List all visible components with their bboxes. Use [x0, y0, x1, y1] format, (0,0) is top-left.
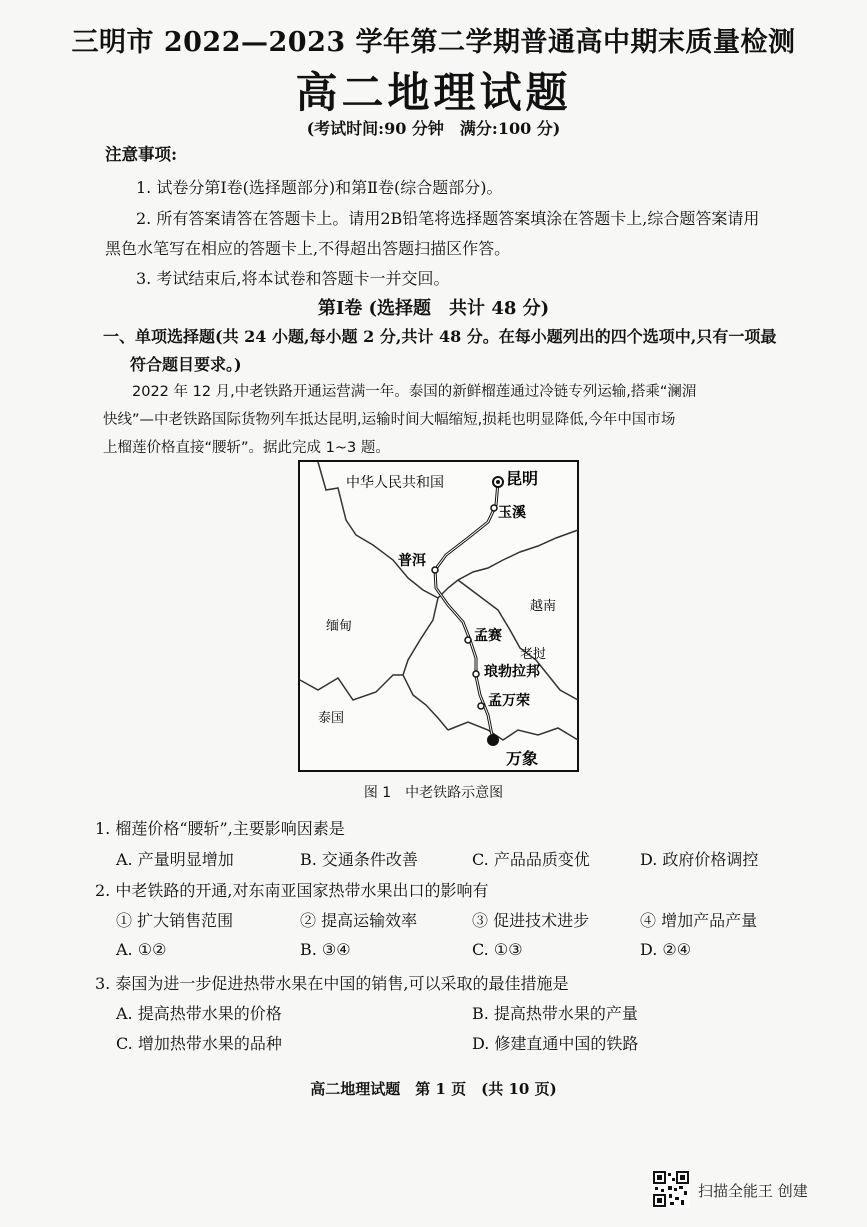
station-mengsai: [465, 637, 471, 643]
passage-line-3: 上榴莲价格直接“腰斩”。据此完成 1~3 题。: [103, 440, 390, 456]
q1-option-d: D. 政府价格调控: [640, 850, 759, 869]
notice-heading: 注意事项:: [105, 145, 178, 164]
subject-title: 高二地理试题: [295, 68, 572, 117]
exam-title: 三明市 2022—2023 学年第二学期普通高中期末质量检测: [71, 27, 796, 58]
notice-item-2-cont: 黑色水笔写在相应的答题卡上,不得超出答题扫描区作答。: [105, 239, 511, 258]
q3-option-a: A. 提高热带水果的价格: [116, 1004, 282, 1023]
map-caption: 图 1 中老铁路示意图: [363, 785, 504, 801]
q3-stem: 3. 泰国为进一步促进热带水果在中国的销售,可以采取的最佳措施是: [95, 974, 569, 993]
label-vientiane: 万象: [506, 749, 539, 768]
q3-option-b: B. 提高热带水果的产量: [472, 1004, 638, 1023]
passage-line-1: 2022 年 12 月,中老铁路开通运营满一年。泰国的新鲜榴莲通过冷链专列运输,搭乘“澜湄: [132, 384, 697, 400]
q2-item-3: ③ 促进技术进步: [472, 911, 590, 930]
label-china: 中华人民共和国: [346, 475, 444, 491]
notice-item-3: 3. 考试结束后,将本试卷和答题卡一并交回。: [136, 269, 450, 288]
page-footer: 高二地理试题 第 1 页 (共 10 页): [310, 1080, 557, 1098]
passage-line-2: 快线”—中老铁路国际货物列车抵达昆明,运输时间大幅缩短,损耗也明显降低,今年中国市场: [103, 412, 676, 428]
label-puer: 普洱: [398, 553, 426, 569]
notice-item-1: 1. 试卷分第Ⅰ卷(选择题部分)和第Ⅱ卷(综合题部分)。: [136, 178, 503, 197]
q1-option-c: C. 产品品质变优: [472, 850, 590, 869]
station-puer: [432, 567, 438, 573]
section-instruction-1: 一、单项选择题(共 24 小题,每小题 2 分,共计 48 分。在每小题列出的四个选项中,只有一项最: [103, 327, 777, 346]
label-laos: 老挝: [520, 647, 547, 662]
label-mengsai: 孟赛: [474, 628, 502, 644]
section-instruction-2: 符合题目要求。): [130, 355, 242, 374]
q2-option-c: C. ①③: [472, 940, 523, 959]
q2-item-2: ② 提高运输效率: [300, 911, 418, 930]
label-kunming: 昆明: [506, 469, 539, 488]
q3-option-d: D. 修建直通中国的铁路: [472, 1034, 639, 1053]
q3-option-c: C. 增加热带水果的品种: [116, 1034, 282, 1053]
notice-item-2: 2. 所有答案请答在答题卡上。请用2B铅笔将选择题答案填涂在答题卡上,综合题答案请用: [136, 209, 760, 228]
q1-option-a: A. 产量明显增加: [116, 850, 234, 869]
exam-info: (考试时间:90 分钟 满分:100 分): [306, 119, 561, 138]
scanner-watermark: 扫描全能王 创建: [698, 1182, 808, 1200]
station-luang: [473, 671, 479, 677]
q1-option-b: B. 交通条件改善: [300, 850, 418, 869]
q2-option-b: B. ③④: [300, 940, 351, 959]
q2-stem: 2. 中老铁路的开通,对东南亚国家热带水果出口的影响有: [95, 881, 489, 900]
station-yuxi: [491, 505, 497, 511]
q2-option-a: A. ①②: [116, 940, 167, 959]
q2-item-1: ① 扩大销售范围: [116, 911, 234, 930]
label-myanmar: 缅甸: [326, 619, 353, 634]
station-vientiane: [487, 734, 499, 746]
label-mengwanrong: 孟万荣: [488, 693, 530, 709]
label-luang: 琅勃拉邦: [484, 664, 540, 680]
section-title: 第Ⅰ卷 (选择题 共计 48 分): [317, 298, 550, 319]
qr-code-icon: [652, 1170, 690, 1208]
china-laos-railway-map: [298, 460, 579, 772]
station-mengwanrong: [478, 703, 484, 709]
q2-item-4: ④ 增加产品产量: [640, 911, 758, 930]
label-yuxi: 玉溪: [498, 505, 526, 521]
q1-stem: 1. 榴莲价格“腰斩”,主要影响因素是: [95, 819, 345, 838]
label-vietnam: 越南: [530, 599, 557, 614]
q2-option-d: D. ②④: [640, 940, 692, 959]
label-thailand: 泰国: [318, 711, 345, 726]
